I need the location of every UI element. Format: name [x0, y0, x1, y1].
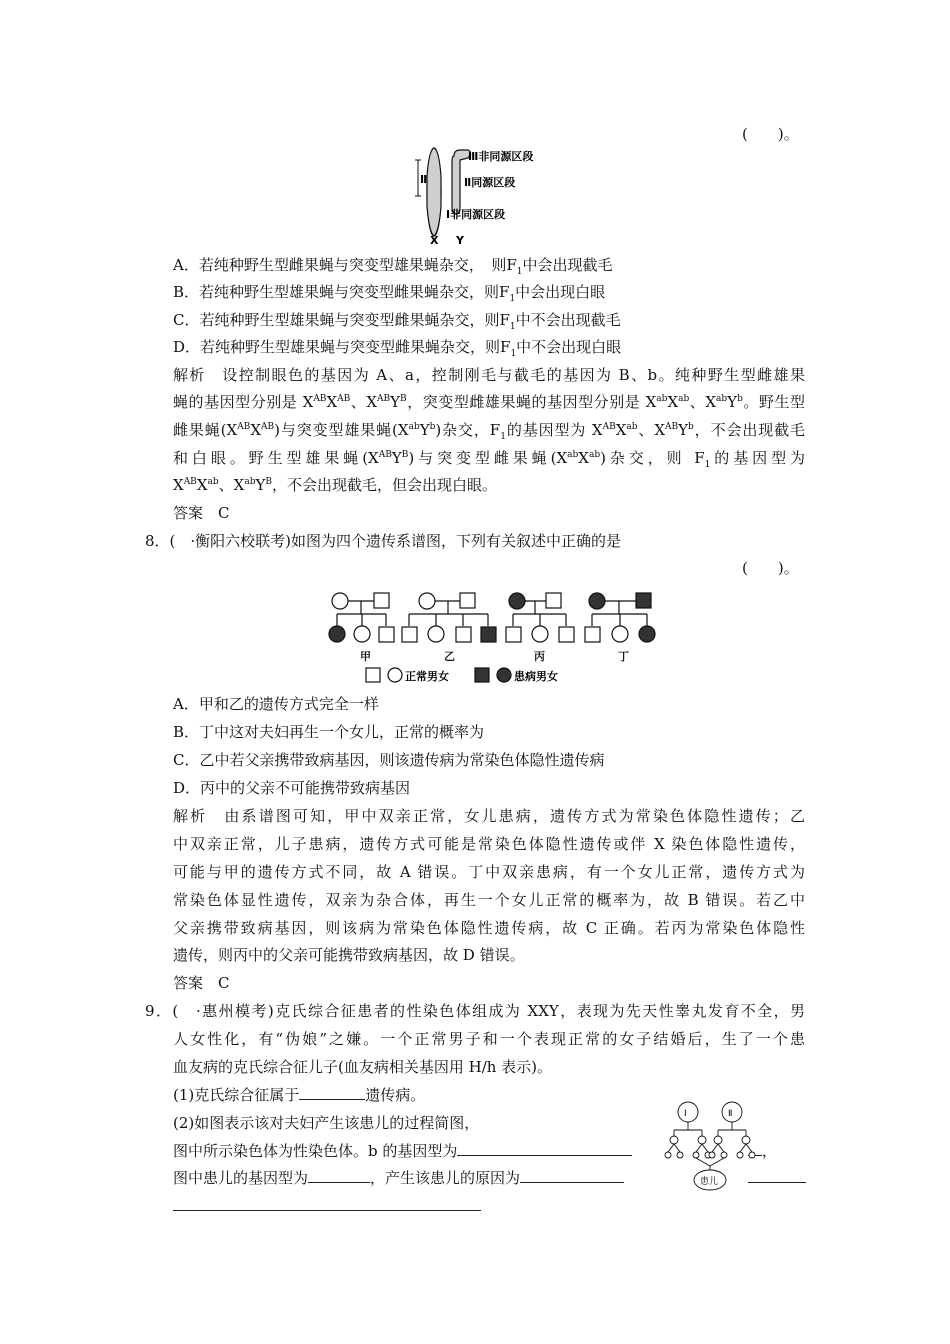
pedigree-diagram [320, 586, 660, 688]
bing-mother [509, 593, 525, 609]
label-ii-left: Ⅱ [420, 173, 428, 186]
legend-affected-female [497, 668, 511, 682]
jia-child-3 [379, 627, 394, 642]
ding-mother [589, 593, 605, 609]
bing-child-1 [506, 627, 521, 642]
q8-analysis-line-1: 解析 由系谱图可知，甲中双亲正常，女儿患病，遗传方式为常染色体隐性遗传；乙 [173, 807, 805, 825]
jia-child-1 [329, 626, 345, 642]
q7-option-c: C．若纯种野生型雄果蝇与突变型雌果蝇杂交，则$F_1$中不会出现截毛 [173, 311, 621, 332]
label-y: Y [456, 234, 464, 247]
bing-father [546, 593, 561, 608]
legend-normal-female [388, 668, 402, 682]
q9-stem-line-2: 人女性化，有“伪娘”之嫌。一个正常男子和一个表现正常的女子结婚后，生了一个患 [173, 1030, 805, 1048]
bing-child-3 [559, 627, 574, 642]
bing-child-2 [532, 626, 548, 642]
ding-father [636, 593, 651, 608]
label-x: X [430, 234, 439, 247]
jia-child-2 [354, 626, 370, 642]
q8-stem: 8．( ·衡阳六校联考)如图为四个遗传系谱图，下列有关叙述中正确的是 [145, 532, 622, 550]
q7-option-a: A．若纯种野生型雌果蝇与突变型雄果蝇杂交， 则$F_1$中会出现截毛 [173, 256, 613, 277]
label-bing: 丙 [534, 650, 545, 663]
q9-part-1: (1)克氏综合征属于 遗传病。 [173, 1086, 426, 1104]
q7-answer-bracket: ( )。 [742, 125, 799, 143]
q8-option-c: C．乙中若父亲携带致病基因，则该遗传病为常染色体隐性遗传病 [173, 751, 605, 769]
q7-analysis-line-3: 雌果蝇$(X^{AB}X^{AB})$与突变型雄果蝇$(X^{ab}Y^b)$杂交，$F_1$的基因型为 $X^{AB}X^{ab}$、$X^{AB}Y^b$，不会出现截毛 [173, 421, 805, 442]
q9-blank-reason[interactable] [520, 1168, 624, 1183]
parent-left-cell [678, 1102, 698, 1122]
q9-blank-1[interactable] [299, 1085, 365, 1100]
q7-option-b: B．若纯种野生型雄果蝇与突变型雌果蝇杂交，则$F_1$中会出现白眼 [173, 283, 606, 304]
label-yi: 乙 [444, 650, 455, 663]
q8-option-a: A．甲和乙的遗传方式完全一样 [173, 695, 379, 713]
q8-option-d: D．丙中的父亲不可能携带致病基因 [173, 779, 411, 797]
label-jia: 甲 [360, 650, 371, 663]
q8-analysis-line-6: 遗传，则丙中的父亲可能携带致病基因，故 D 错误。 [173, 946, 525, 964]
q9-part-2-line-2: 图中所示染色体为性染色体。b 的基因型为 [173, 1141, 632, 1161]
yi-child-4 [481, 627, 496, 642]
label-ii: Ⅱ同源区段 [464, 176, 516, 189]
child-label: 患儿 [700, 1177, 719, 1187]
ding-child-3 [639, 626, 655, 642]
q8-analysis-line-2: 中双亲正常，儿子患病，遗传方式可能是常染色体隐性遗传或伴 X 染色体隐性遗传， [173, 835, 805, 853]
q7-analysis-line-1: 解析 设控制眼色的基因为 A、a，控制刚毛与截毛的基因为 B、b。纯种野生型雌雄果 [173, 366, 805, 384]
q9-stem-line-1: 9．( ·惠州模考)克氏综合征患者的性染色体组成为 XXY，表现为先天性睾丸发育不全，男 [145, 1002, 805, 1020]
q9-reason-line-2 [173, 1196, 481, 1216]
jia-mother [332, 593, 348, 609]
legend-affected-male [475, 668, 489, 682]
jia-father [374, 593, 389, 608]
q9-part-2-line-3: 图中患儿的基因型为 ，产生该患儿的原因为 [173, 1168, 624, 1188]
q7-option-d: D．若纯种野生型雄果蝇与突变型雌果蝇杂交，则$F_1$中不会出现白眼 [173, 338, 622, 359]
yi-father [460, 593, 475, 608]
parent-right-label: Ⅱ [728, 1109, 733, 1119]
label-ding: 丁 [618, 650, 629, 663]
q9-part-2-line-2-tail: ， [748, 1141, 777, 1161]
label-iii: Ⅲ非同源区段 [468, 150, 534, 163]
q7-analysis-line-5: $X^{AB}X^{ab}$、$X^{ab}Y^B$，不会出现截毛，但会出现白眼。 [173, 476, 498, 494]
q8-answer-bracket: ( )。 [742, 559, 799, 577]
q9-stem-line-3: 血友病的克氏综合征儿子(血友病相关基因用 H/h 表示)。 [173, 1058, 553, 1076]
q9-blank-child-genotype[interactable] [308, 1168, 370, 1183]
meiosis-diagram [664, 1100, 774, 1196]
q8-answer: 答案 C [173, 974, 230, 992]
legend-normal-label: 正常男女 [405, 670, 449, 683]
yi-child-1 [402, 627, 417, 642]
legend-affected-label: 患病男女 [514, 670, 558, 683]
q9-blank-reason-line-2[interactable] [173, 1196, 481, 1211]
legend-normal-male [366, 668, 380, 682]
q7-answer: 答案 C [173, 504, 230, 522]
ding-child-1 [585, 627, 600, 642]
ding-child-2 [612, 626, 628, 642]
label-i: Ⅰ非同源区段 [446, 208, 506, 221]
q8-analysis-line-4: 常染色体显性遗传，双亲为杂合体，再生一个女儿正常的概率为，故 B 错误。若乙中 [173, 891, 805, 909]
q7-analysis-line-2: 蝇的基因型分别是 $X^{AB}X^{AB}$、$X^{AB}Y^B$，突变型雌雄果蝇的基因型分别是 $X^{ab}X^{ab}$、$X^{ab}Y^b$。野生型 [173, 393, 806, 411]
q7-analysis-line-4: 和白眼。野生型雄果蝇$(X^{AB}Y^B)$与突变型雌果蝇$(X^{ab}X^{ab})$杂交，则 $F_1$的基因型为 [173, 449, 805, 470]
q8-analysis-line-3: 可能与甲的遗传方式不同，故 A 错误。丁中双亲患病，有一个女儿正常，遗传方式为 [173, 863, 805, 881]
chromosome-diagram [410, 146, 550, 248]
parent-left-label: Ⅰ [684, 1109, 687, 1119]
q8-option-b: B．丁中这对夫妇再生一个女儿，正常的概率为 [173, 723, 485, 741]
q9-part-2-line-1: (2)如图表示该对夫妇产生该患儿的过程简图， [173, 1114, 480, 1132]
yi-child-2 [428, 626, 444, 642]
q8-analysis-line-5: 父亲携带致病基因，则该病为常染色体隐性遗传病，故 C 正确。若丙为常染色体隐性 [173, 919, 805, 937]
yi-child-3 [456, 627, 471, 642]
yi-mother [419, 593, 435, 609]
q9-blank-b-genotype[interactable] [457, 1141, 632, 1156]
